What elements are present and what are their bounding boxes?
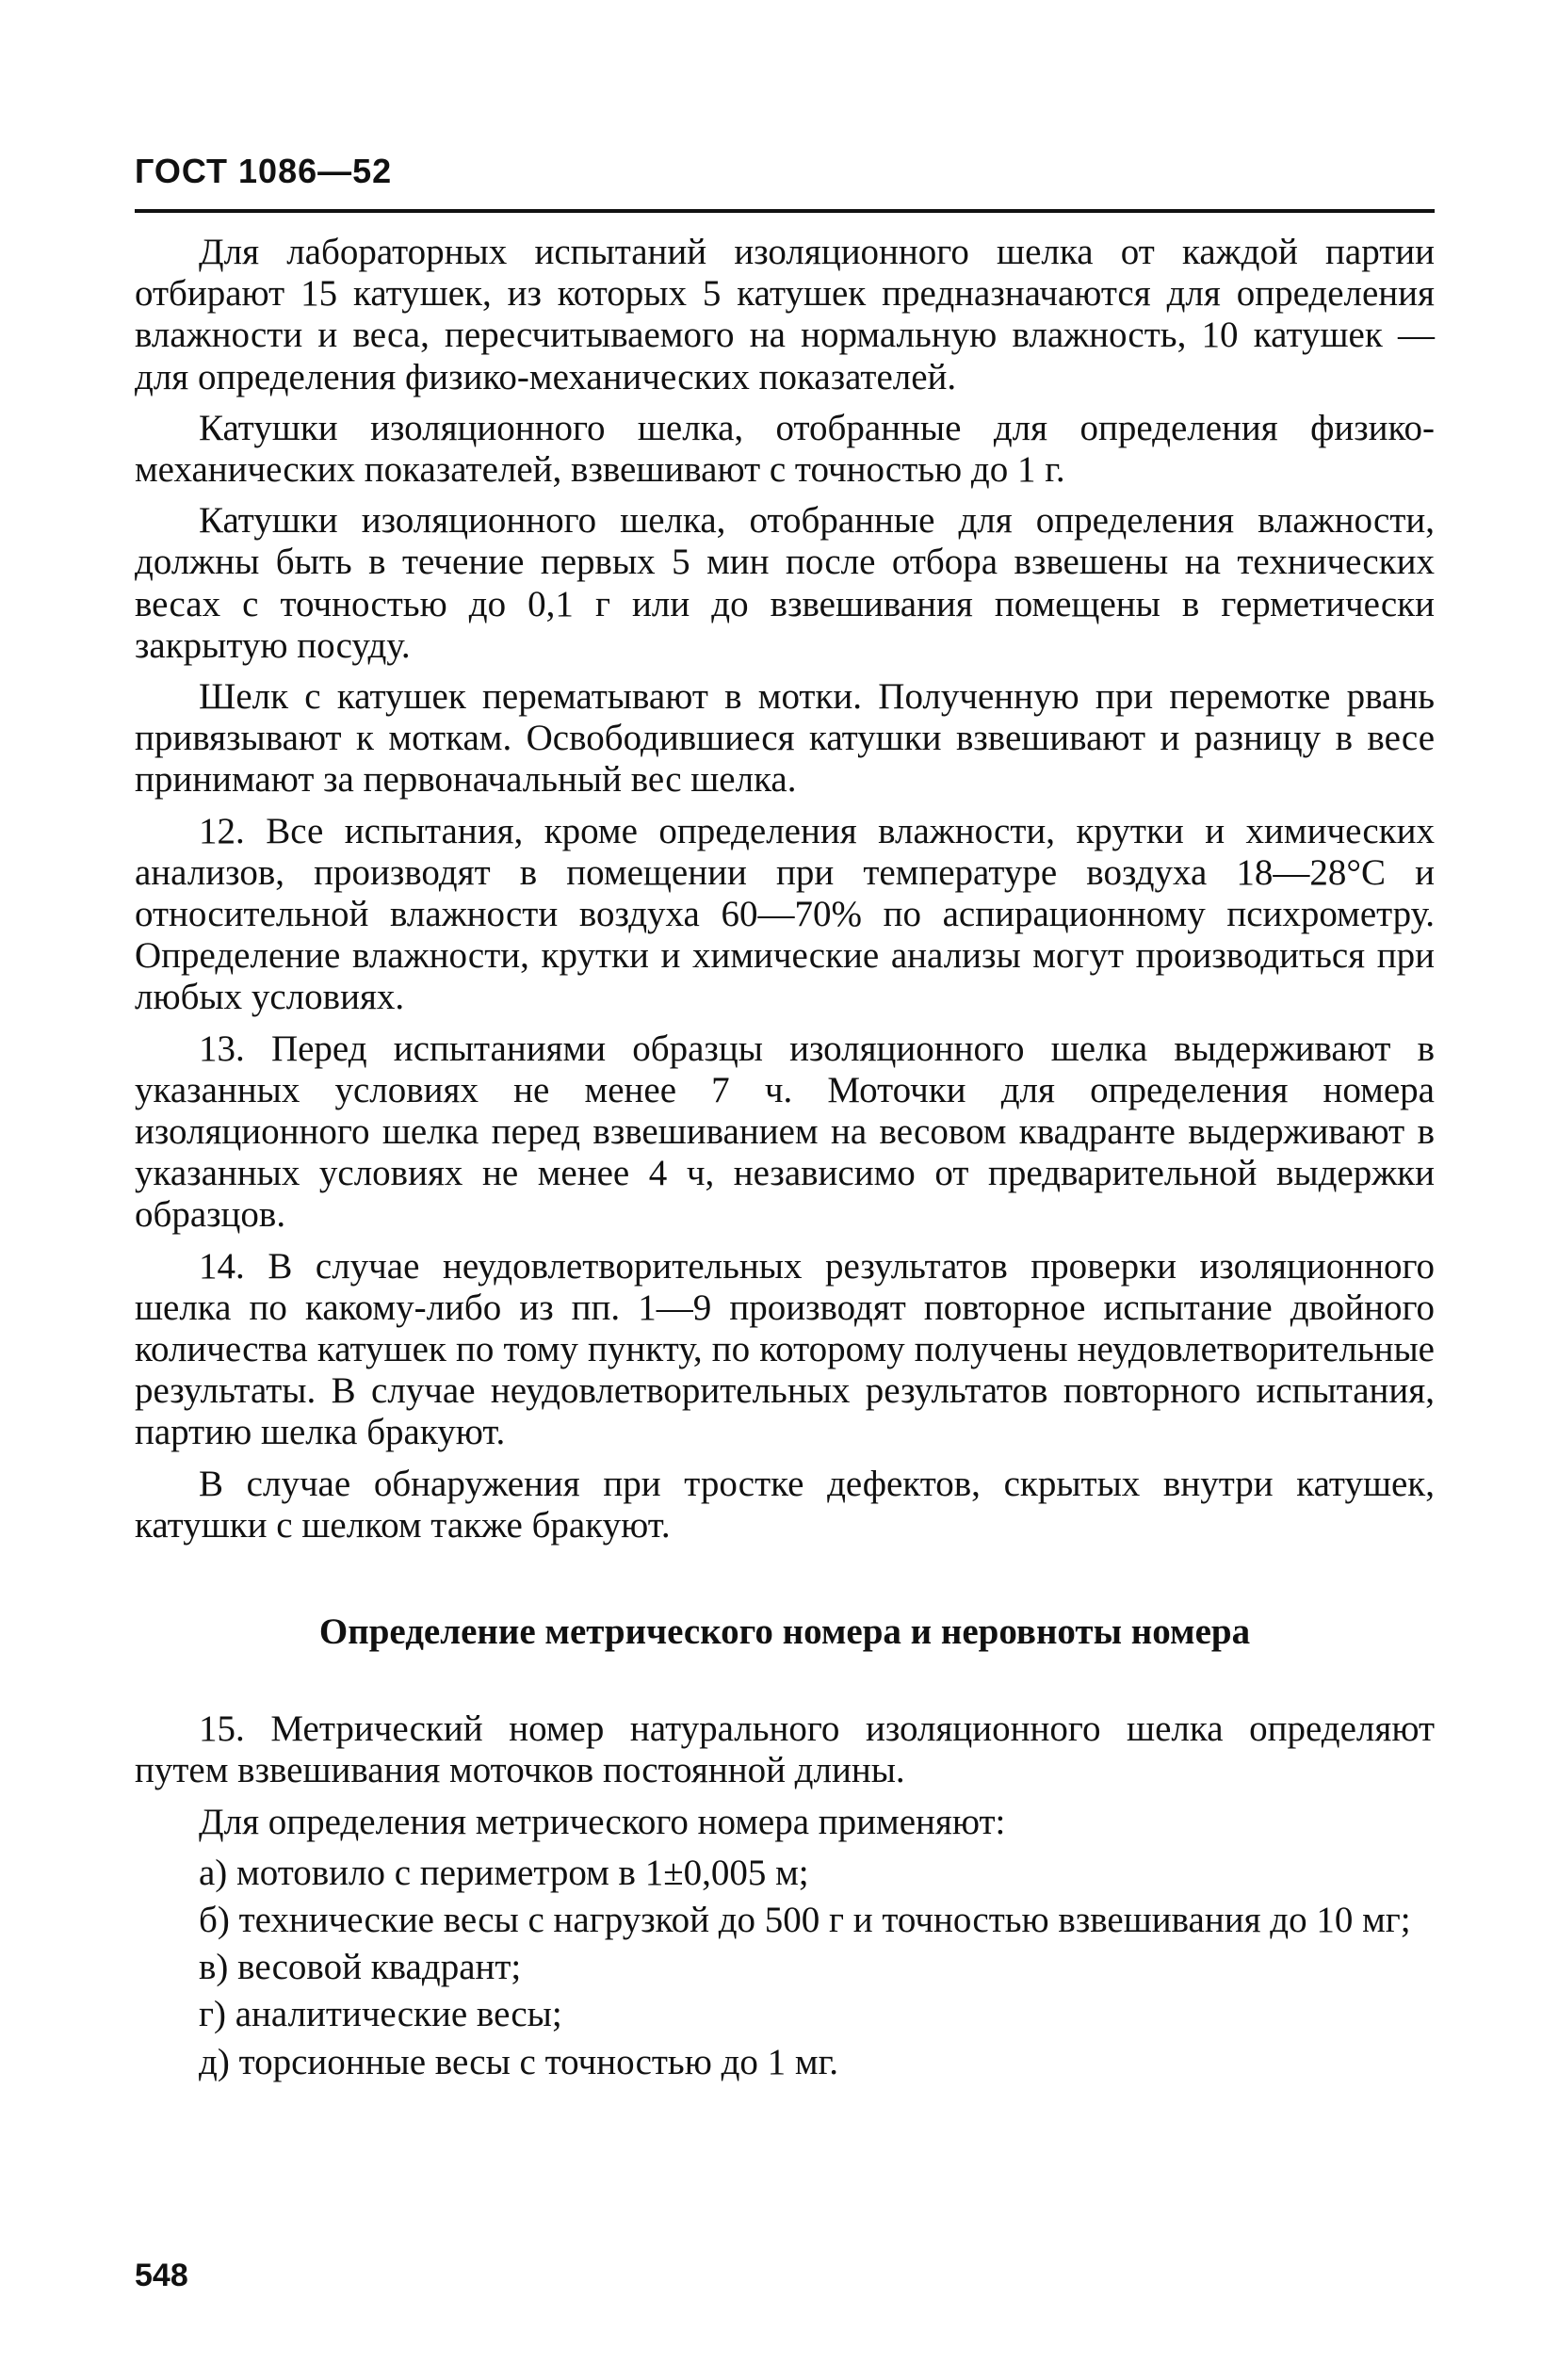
section-heading: Определение метрического номера и неровноты номера <box>318 1611 1251 1653</box>
paragraph: Катушки изоляционного шелка, отобранные для определения физико-механических показателей, взвешивают с точностью до 1 г. <box>135 407 1435 491</box>
list-item: д) торсионные весы с точностью до 1 мг. <box>199 2041 838 2082</box>
page-number: 548 <box>135 2258 188 2293</box>
paragraph: В случае обнаружения при тростке дефектов, скрытых внутри катушек, катушки с шелком также бракуют. <box>135 1463 1435 1546</box>
paragraph: 14. В случае неудовлетворительных результатов проверки изоляционного шелка по какому-либо из пп. 1—9 производят повторное испытание двойного количества катушек по тому пункту, по которому получены неудовлетворительные результаты. В случае неудовлетворительных результатов повторного испытания, партию шелка бракуют. <box>135 1245 1435 1453</box>
document-header: ГОСТ 1086—52 <box>135 152 393 190</box>
body-text-lower <box>135 1708 1435 2083</box>
document-page <box>135 151 1435 2089</box>
paragraph: Для лабораторных испытаний изоляционного шелка от каждой партии отбирают 15 катушек, из которых 5 катушек предназначаются для определения влажности и веса, пересчитываемого на нормальную влажность, 10 катушек — для определения физико-механических показателей. <box>135 232 1435 397</box>
paragraph: Шелк с катушек перематывают в мотки. Полученную при перемотке рвань привязывают к моткам. Освободившиеся катушки взвешивают и разницу в весе принимают за первоначальный вес шелка. <box>135 676 1435 801</box>
paragraph: 13. Перед испытаниями образцы изоляционного шелка выдерживают в указанных условиях не менее 7 ч. Моточки для определения номера изоляционного шелка перед взвешиванием на весовом квадранте выдерживают в указанных условиях не менее 4 ч, независимо от предварительной выдержки образцов. <box>135 1028 1435 1236</box>
paragraph: 12. Все испытания, кроме определения влажности, крутки и химических анализов, производят в помещении при температуре воздуха 18—28°С и относительной влажности воздуха 60—70% по аспирационному психрометру. Определение влажности, крутки и химические анализы могут производиться при любых условиях. <box>135 810 1435 1018</box>
body-text <box>135 232 1435 1546</box>
paragraph: Для определения метрического номера применяют: <box>199 1801 1006 1842</box>
list-item: в) весовой квадрант; <box>199 1947 522 1988</box>
list-item: а) мотовило с периметром в 1±0,005 м; <box>199 1852 809 1893</box>
list-item: б) технические весы с нагрузкой до 500 г и точностью взвешивания до 10 мг; <box>199 1899 1411 1940</box>
paragraph: 15. Метрический номер натурального изоляционного шелка определяют путем взвешивания моточков постоянной длины. <box>135 1708 1435 1791</box>
header-rule <box>135 209 1435 213</box>
list-item: г) аналитические весы; <box>199 1994 562 2035</box>
paragraph: Катушки изоляционного шелка, отобранные для определения влажности, должны быть в течение первых 5 мин после отбора взвешены на технических весах с точностью до 0,1 г или до взвешивания помещены в герметически закрытую посуду. <box>135 500 1435 666</box>
